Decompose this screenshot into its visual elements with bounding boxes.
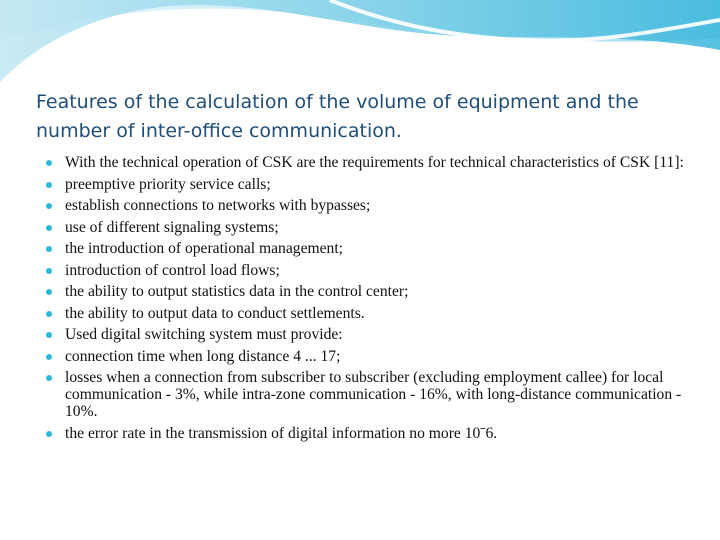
bullet-item <box>44 154 684 171</box>
bullet-item <box>44 425 684 442</box>
bullet-dot-icon <box>46 182 52 188</box>
bullet-dot-icon <box>46 332 52 338</box>
bullet-dot-icon <box>46 268 52 274</box>
bullet-item <box>44 262 684 279</box>
bullet-item <box>44 305 684 322</box>
bullet-text: losses when a connection from subscriber to subscriber (excluding employment callee) for local communication - 3%, while intra-zone communication - 16%, with long-distance communication - 10%. <box>65 369 682 420</box>
bullet-dot-icon <box>46 225 52 231</box>
header-wave-decoration <box>0 0 720 90</box>
bullet-dot-icon <box>46 203 52 209</box>
bullet-dot-icon <box>46 311 52 317</box>
bullet-list <box>44 154 684 446</box>
bullet-item <box>44 176 684 193</box>
slide-title: Features of the calculation of the volume of equipment and the number of inter-office communication. <box>36 91 639 142</box>
bullet-dot-icon <box>46 375 52 381</box>
bullet-text: the ability to output statistics data in the control center; <box>65 283 409 300</box>
bullet-text: introduction of control load flows; <box>65 261 280 279</box>
bullet-item <box>44 369 684 420</box>
bullet-dot-icon <box>46 431 52 437</box>
bullet-text: connection time when long distance 4 ... 17; <box>65 347 341 365</box>
bullet-item <box>44 197 684 214</box>
bullet-text: the error rate in the transmission of digital information no more 10ˉ6. <box>65 424 498 442</box>
bullet-dot-icon <box>46 246 52 252</box>
bullet-dot-icon <box>46 354 52 360</box>
bullet-text: use of different signaling systems; <box>65 218 279 236</box>
bullet-text: Used digital switching system must provide: <box>65 326 343 343</box>
bullet-text: establish connections to networks with bypasses; <box>65 197 371 214</box>
bullet-item <box>44 240 684 257</box>
bullet-item <box>44 283 684 300</box>
bullet-dot-icon <box>46 289 52 295</box>
bullet-text: the introduction of operational management; <box>65 240 343 257</box>
bullet-item <box>44 219 684 236</box>
bullet-text: With the technical operation of CSK are the requirements for technical characteristics of CSK [11]: <box>65 154 684 171</box>
bullet-item <box>44 348 684 365</box>
bullet-item <box>44 326 684 343</box>
bullet-text: the ability to output data to conduct settlements. <box>65 304 365 322</box>
bullet-dot-icon <box>46 160 52 166</box>
bullet-text: preemptive priority service calls; <box>65 175 271 193</box>
